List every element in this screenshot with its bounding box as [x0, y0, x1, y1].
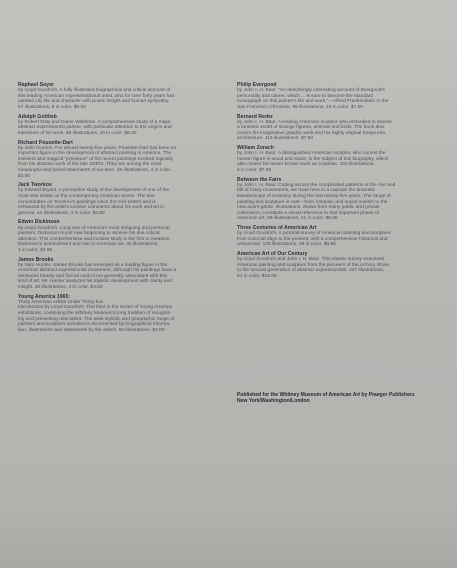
book-entry	[237, 114, 442, 142]
book-description: by John I. H. Baur. "An absorbingly interesting account of Evergood's personality and career, which ... is sure to become the standard monograph on this painter's life and work."—Alfred Frankenstein in the San Francisco Chronicle. 95 illustrations, 16 in color. $7.50	[237, 88, 389, 110]
book-title: Three Centuries of American Art	[237, 224, 317, 231]
book-entry	[18, 140, 223, 179]
book-title: Young America 1965:	[18, 293, 71, 300]
book-entry	[18, 114, 223, 137]
book-description: by John Gordon. For almost twenty-five years, Pousette-Dart has been an important figure in the development of abstract painting in America. The insistent and magical "presence" of his recent paintings evolved logically from his abstract work of the late 1930's. They are among the most meaningful and lyrical statements of our time. 46 illustrations, 4 in color. $3.50	[18, 145, 177, 179]
right-book-list	[237, 82, 442, 283]
book-entry	[237, 251, 442, 279]
book-entry	[237, 145, 442, 173]
book-description: by Sam Hunter. James Brooks has emerged as a leading figure in the American abstract expressionist movement, although his paintings have a sensuous beauty and formal control not generally associated with this kind of art. Mr. Hunter analyzes his stylistic development with clarity and insight. 46 illustrations, 4 in color. $3.50	[18, 262, 177, 290]
book-entry	[18, 82, 223, 110]
book-title: Bernard Reder	[237, 113, 274, 120]
book-title: Edwin Dickinson	[18, 219, 60, 226]
book-title: Richard Pousette-Dart	[18, 139, 73, 146]
book-entry	[18, 257, 223, 291]
book-description: by Lloyd Goodrich and John I. H. Baur. This classic survey examines American painting and sculpture from the pioneers of the Armory Show to the second generation of abstract expressionists. 247 illustrations, 81 in color. $15.00	[237, 257, 389, 279]
left-book-list	[18, 82, 223, 336]
book-description: by John I. H. Baur. Cutting across the complicated patterns of the rise and fall of many movements, we have here in a capsule the dramatic kaleidoscope of creativity during the last twenty-five years. The range of painting and sculpture is vast—from romantic and social realism to the new avant-garde. Illustrations, drawn from many public and private collections, constitute a visual reference to that important phase of American art. 88 illustrations, 21 in color. $6.95	[237, 182, 396, 222]
book-title: Philip Evergood	[237, 82, 277, 88]
book-title: American Art of Our Century	[237, 250, 308, 257]
book-title: Raphael Soyer	[18, 82, 55, 88]
book-title: Adolph Gottlieb	[18, 113, 57, 120]
book-title: James Brooks	[18, 256, 54, 263]
book-description: Thirty American Artists Under Thirty-five Introduction by Lloyd Goodrich. The third in the series of Young America exhibitions, continuing the Whitney Museum's long tradition of recogniz- ing and presenting new talent. The wide stylistic and geographic range of painters and sculptors included is documented by biographical informa- tion, illustrations and statements by the artists. 50 illustrations. $4.00	[18, 299, 175, 333]
book-entry	[237, 82, 442, 110]
book-description: by Lloyd Goodrich. A pictorial survey of American painting and sculpture from Colonial days to the present, with a comprehensive historical and critical text. 130 illustrations, 39 in color. $8.95	[237, 231, 391, 248]
book-description: by John I. H. Baur. A leading American sculptor who embodied in bronze a fantastic world of strange figures, animals and birds. The book also covers his imaginative graphic work and his highly original forays into architecture. 114 illustrations. $7.50	[237, 119, 392, 142]
book-description: by Robert Doty and Diane Waldman. A comprehensive study of a major abstract expressionist painter, with particular attention to the origins and intentions of his work. 86 illustrations, 19 in color. $6.00	[18, 119, 172, 136]
book-description: by Lloyd Goodrich. A fully illustrated biographical and critical account of this leading American representational artist, who for over forty years has painted city life and character with poetic insight and human sympathy. 57 illustrations, 8 in color. $6.00	[18, 88, 175, 110]
book-entry	[237, 225, 442, 248]
book-title: Jack Tworkov	[18, 182, 52, 189]
book-description: by John I. H. Baur. A distinguished American sculptor, who carved the human figure in wood and stone, is the subject of this biography, which also covers his lesser-known work as a painter. 150 illustrations, 4 in color. $7.50	[237, 151, 389, 173]
book-entry	[18, 294, 223, 333]
book-description: by Lloyd Goodrich. Long one of America's most intriguing and personal painters, Dickinson is just now beginning to receive his due critical attention. This comprehensive and incisive study is the first to measure Dickinson's achievement and role in American art. 44 illustrations, 4 in color. $4.95	[18, 225, 170, 253]
book-title: William Zorach	[237, 145, 274, 152]
book-description: by Edward Bryant. A perceptive study of the development of one of the most vital artists on the contemporary American scene. The text concentrates on Tworkov's paintings since the mid-1940's and is enhanced by the artist's incisive comments about his work and art in general. 44 illustrations, 4 in color. $3.50	[18, 188, 170, 216]
book-entry	[18, 219, 223, 253]
publisher-imprint: Published for the Whitney Museum of American Art by Praeger Publishers New York/Washington/London	[237, 392, 415, 405]
book-entry	[18, 182, 223, 216]
book-entry	[237, 177, 442, 222]
book-title: Between the Fairs	[237, 176, 282, 183]
